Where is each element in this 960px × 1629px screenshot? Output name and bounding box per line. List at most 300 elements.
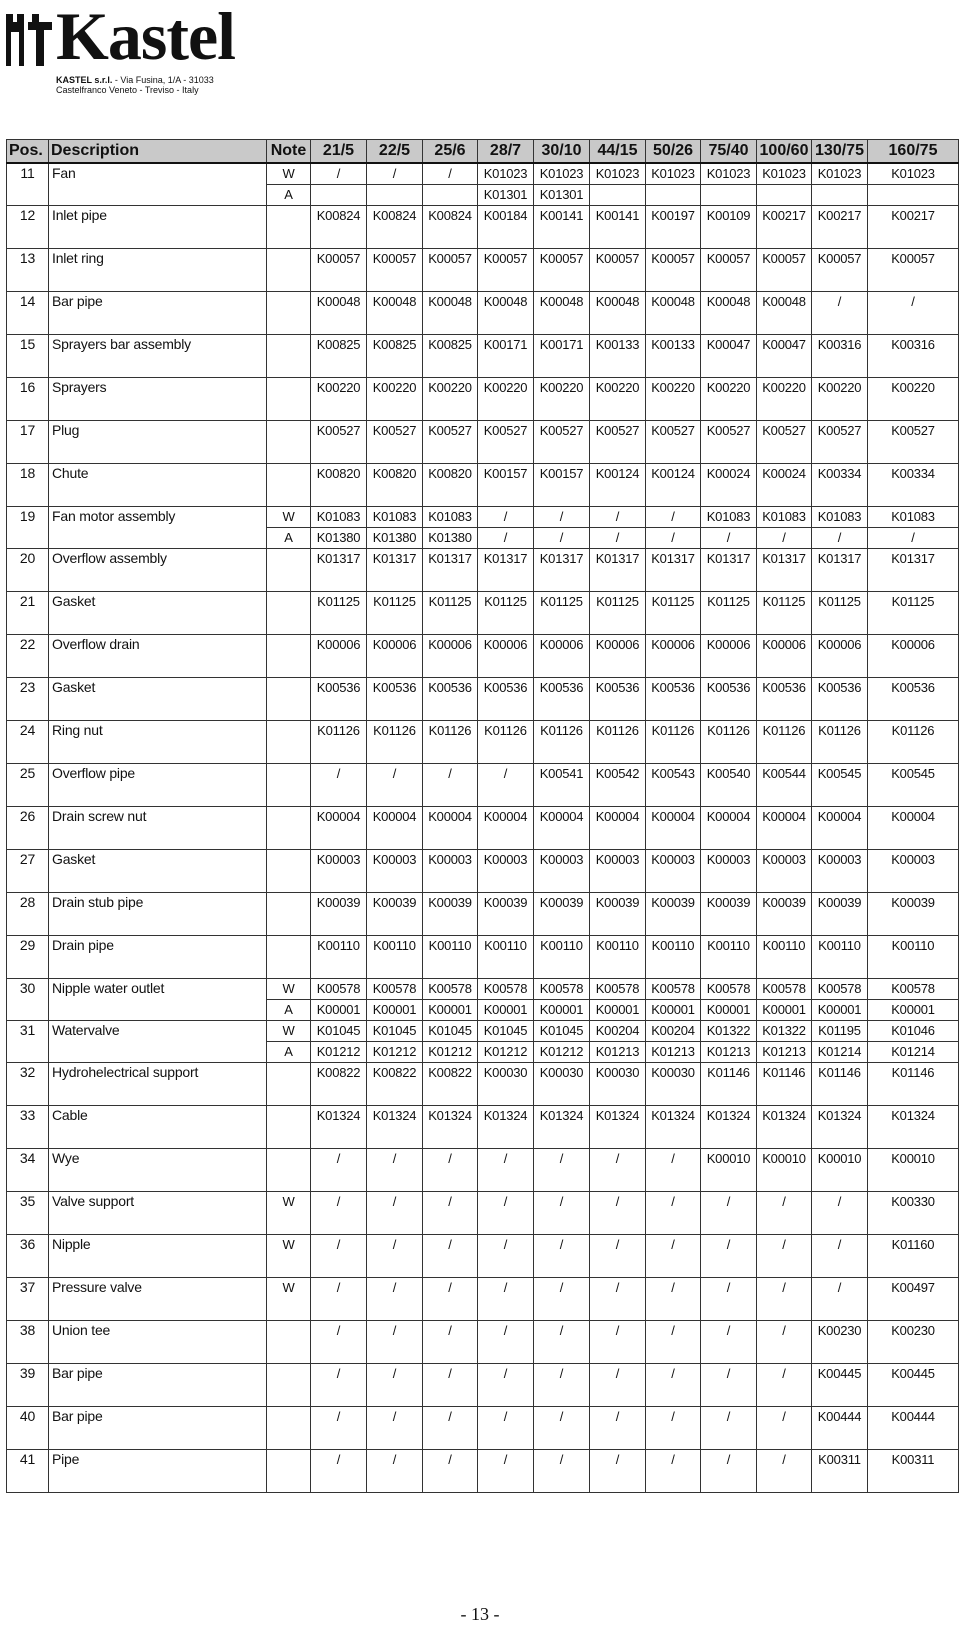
part-code-cell: K01126 bbox=[701, 721, 757, 764]
part-code-cell bbox=[646, 185, 701, 206]
part-code-cell: K01126 bbox=[868, 721, 959, 764]
part-code-cell: K00004 bbox=[812, 807, 868, 850]
table-row bbox=[7, 507, 959, 528]
part-code-cell: K00110 bbox=[590, 936, 646, 979]
table-row bbox=[7, 378, 959, 421]
part-code-cell: / bbox=[534, 1149, 590, 1192]
part-code-cell: K00536 bbox=[646, 678, 701, 721]
part-code-cell: K00316 bbox=[812, 335, 868, 378]
part-code-cell: K00057 bbox=[478, 249, 534, 292]
part-code-cell: / bbox=[757, 1321, 812, 1364]
note-cell bbox=[267, 764, 311, 807]
column-header: 25/6 bbox=[423, 140, 478, 164]
table-row bbox=[7, 1364, 959, 1407]
part-code-cell: / bbox=[646, 1149, 701, 1192]
part-code-cell: K01126 bbox=[590, 721, 646, 764]
position-cell: 32 bbox=[7, 1063, 49, 1106]
part-code-cell: K00141 bbox=[590, 206, 646, 249]
part-code-cell: K00820 bbox=[311, 464, 367, 507]
description-cell: Chute bbox=[49, 464, 267, 507]
part-code-cell: K00578 bbox=[478, 979, 534, 1000]
position-cell: 30 bbox=[7, 979, 49, 1021]
column-header: 130/75 bbox=[812, 140, 868, 164]
position-cell: 37 bbox=[7, 1278, 49, 1321]
position-cell: 27 bbox=[7, 850, 49, 893]
part-code-cell: K00444 bbox=[868, 1407, 959, 1450]
column-header: Description bbox=[49, 140, 267, 164]
part-code-cell: / bbox=[478, 1450, 534, 1493]
note-cell: W bbox=[267, 1192, 311, 1235]
description-cell: Fan bbox=[49, 163, 267, 206]
note-cell: W bbox=[267, 1235, 311, 1278]
part-code-cell: K00004 bbox=[478, 807, 534, 850]
part-code-cell: K01023 bbox=[812, 163, 868, 185]
part-code-cell: / bbox=[590, 1321, 646, 1364]
part-code-cell: / bbox=[423, 1149, 478, 1192]
position-cell: 23 bbox=[7, 678, 49, 721]
part-code-cell: / bbox=[812, 528, 868, 549]
description-cell: Overflow pipe bbox=[49, 764, 267, 807]
part-code-cell: K00030 bbox=[590, 1063, 646, 1106]
part-code-cell: K00004 bbox=[311, 807, 367, 850]
description-cell: Overflow drain bbox=[49, 635, 267, 678]
part-code-cell: K00004 bbox=[701, 807, 757, 850]
position-cell: 22 bbox=[7, 635, 49, 678]
part-code-cell: K00001 bbox=[812, 1000, 868, 1021]
part-code-cell: / bbox=[646, 1364, 701, 1407]
part-code-cell: K00124 bbox=[646, 464, 701, 507]
part-code-cell: K00220 bbox=[367, 378, 423, 421]
column-header: 50/26 bbox=[646, 140, 701, 164]
part-code-cell: / bbox=[646, 1278, 701, 1321]
description-cell: Fan motor assembly bbox=[49, 507, 267, 549]
position-cell: 29 bbox=[7, 936, 49, 979]
part-code-cell: K00445 bbox=[812, 1364, 868, 1407]
part-code-cell: K01301 bbox=[478, 185, 534, 206]
part-code-cell: K01083 bbox=[701, 507, 757, 528]
table-row bbox=[7, 850, 959, 893]
part-code-cell: K00039 bbox=[646, 893, 701, 936]
column-header: 44/15 bbox=[590, 140, 646, 164]
part-code-cell: K01126 bbox=[646, 721, 701, 764]
part-code-cell: K00220 bbox=[423, 378, 478, 421]
part-code-cell: K00825 bbox=[423, 335, 478, 378]
position-cell: 20 bbox=[7, 549, 49, 592]
part-code-cell: K00006 bbox=[478, 635, 534, 678]
part-code-cell: / bbox=[590, 1192, 646, 1235]
part-code-cell: K00003 bbox=[478, 850, 534, 893]
part-code-cell: K00578 bbox=[367, 979, 423, 1000]
part-code-cell: K01324 bbox=[534, 1106, 590, 1149]
part-code-cell: K01023 bbox=[590, 163, 646, 185]
position-cell: 28 bbox=[7, 893, 49, 936]
part-code-cell: K01046 bbox=[868, 1021, 959, 1042]
part-code-cell: K00578 bbox=[590, 979, 646, 1000]
position-cell: 16 bbox=[7, 378, 49, 421]
part-code-cell: / bbox=[590, 1278, 646, 1321]
part-code-cell bbox=[868, 185, 959, 206]
note-cell: W bbox=[267, 979, 311, 1000]
part-code-cell: K01126 bbox=[757, 721, 812, 764]
part-code-cell: / bbox=[757, 1278, 812, 1321]
position-cell: 18 bbox=[7, 464, 49, 507]
description-cell: Nipple bbox=[49, 1235, 267, 1278]
table-row bbox=[7, 421, 959, 464]
table-row bbox=[7, 1407, 959, 1450]
part-code-cell: K00001 bbox=[423, 1000, 478, 1021]
part-code-cell: / bbox=[534, 1364, 590, 1407]
note-cell bbox=[267, 678, 311, 721]
column-header: 22/5 bbox=[367, 140, 423, 164]
part-code-cell: K00010 bbox=[757, 1149, 812, 1192]
part-code-cell: K01324 bbox=[311, 1106, 367, 1149]
note-cell: W bbox=[267, 507, 311, 528]
part-code-cell: / bbox=[757, 1450, 812, 1493]
part-code-cell: K01324 bbox=[590, 1106, 646, 1149]
part-code-cell: / bbox=[367, 1407, 423, 1450]
part-code-cell: K01023 bbox=[646, 163, 701, 185]
part-code-cell: / bbox=[701, 1192, 757, 1235]
part-code-cell: / bbox=[534, 1278, 590, 1321]
note-cell bbox=[267, 721, 311, 764]
part-code-cell: K00001 bbox=[311, 1000, 367, 1021]
part-code-cell: / bbox=[311, 1192, 367, 1235]
part-code-cell: K00003 bbox=[812, 850, 868, 893]
part-code-cell: / bbox=[367, 764, 423, 807]
table-row bbox=[7, 249, 959, 292]
part-code-cell: / bbox=[478, 528, 534, 549]
part-code-cell: / bbox=[311, 1364, 367, 1407]
part-code-cell: K00048 bbox=[590, 292, 646, 335]
part-code-cell: K00030 bbox=[534, 1063, 590, 1106]
part-code-cell: K00527 bbox=[646, 421, 701, 464]
part-code-cell: K00444 bbox=[812, 1407, 868, 1450]
table-row bbox=[7, 979, 959, 1000]
note-cell: A bbox=[267, 1042, 311, 1063]
part-code-cell: K00004 bbox=[757, 807, 812, 850]
table-row bbox=[7, 1278, 959, 1321]
part-code-cell: K01317 bbox=[868, 549, 959, 592]
description-cell: Gasket bbox=[49, 592, 267, 635]
part-code-cell: K01212 bbox=[478, 1042, 534, 1063]
part-code-cell: K00220 bbox=[646, 378, 701, 421]
part-code-cell: K00010 bbox=[868, 1149, 959, 1192]
part-code-cell: K01213 bbox=[646, 1042, 701, 1063]
part-code-cell: K00039 bbox=[534, 893, 590, 936]
part-code-cell: K01023 bbox=[701, 163, 757, 185]
note-cell bbox=[267, 335, 311, 378]
part-code-cell: K01023 bbox=[757, 163, 812, 185]
part-code-cell: K00001 bbox=[646, 1000, 701, 1021]
part-code-cell: K00057 bbox=[812, 249, 868, 292]
part-code-cell: K00024 bbox=[757, 464, 812, 507]
part-code-cell: K00006 bbox=[311, 635, 367, 678]
part-code-cell: K00220 bbox=[478, 378, 534, 421]
part-code-cell: K00048 bbox=[311, 292, 367, 335]
part-code-cell: K00141 bbox=[534, 206, 590, 249]
part-code-cell: K00003 bbox=[757, 850, 812, 893]
part-code-cell: K00230 bbox=[812, 1321, 868, 1364]
note-cell: A bbox=[267, 1000, 311, 1021]
note-cell bbox=[267, 1321, 311, 1364]
part-code-cell: K00824 bbox=[311, 206, 367, 249]
part-code-cell: K00578 bbox=[757, 979, 812, 1000]
part-code-cell: K00220 bbox=[590, 378, 646, 421]
description-cell: Bar pipe bbox=[49, 1407, 267, 1450]
part-code-cell: / bbox=[534, 1235, 590, 1278]
part-code-cell bbox=[757, 185, 812, 206]
part-code-cell: / bbox=[423, 1321, 478, 1364]
part-code-cell: K00822 bbox=[367, 1063, 423, 1106]
table-row bbox=[7, 292, 959, 335]
part-code-cell: K01045 bbox=[423, 1021, 478, 1042]
table-row bbox=[7, 1321, 959, 1364]
table-row bbox=[7, 1106, 959, 1149]
part-code-cell: K01083 bbox=[367, 507, 423, 528]
part-code-cell: K00497 bbox=[868, 1278, 959, 1321]
part-code-cell: K00527 bbox=[590, 421, 646, 464]
part-code-cell: K00004 bbox=[646, 807, 701, 850]
part-code-cell: K00544 bbox=[757, 764, 812, 807]
part-code-cell: / bbox=[812, 292, 868, 335]
part-code-cell: / bbox=[367, 1278, 423, 1321]
part-code-cell: K00536 bbox=[311, 678, 367, 721]
part-code-cell: K00527 bbox=[311, 421, 367, 464]
part-code-cell: / bbox=[701, 1278, 757, 1321]
part-code-cell: K00003 bbox=[646, 850, 701, 893]
part-code-cell: / bbox=[701, 1450, 757, 1493]
part-code-cell: K00057 bbox=[868, 249, 959, 292]
table-row bbox=[7, 464, 959, 507]
part-code-cell: K01317 bbox=[534, 549, 590, 592]
note-cell bbox=[267, 807, 311, 850]
part-code-cell: K00006 bbox=[534, 635, 590, 678]
note-cell bbox=[267, 1450, 311, 1493]
part-code-cell: K00230 bbox=[868, 1321, 959, 1364]
part-code-cell: K01317 bbox=[812, 549, 868, 592]
part-code-cell: K00527 bbox=[367, 421, 423, 464]
part-code-cell: K00311 bbox=[868, 1450, 959, 1493]
table-row bbox=[7, 1063, 959, 1106]
description-cell: Sprayers bbox=[49, 378, 267, 421]
part-code-cell: / bbox=[646, 1450, 701, 1493]
part-code-cell: K00527 bbox=[812, 421, 868, 464]
part-code-cell: K00039 bbox=[478, 893, 534, 936]
part-code-cell: K01125 bbox=[534, 592, 590, 635]
part-code-cell: K01126 bbox=[534, 721, 590, 764]
part-code-cell: K00039 bbox=[757, 893, 812, 936]
part-code-cell: K00003 bbox=[311, 850, 367, 893]
position-cell: 35 bbox=[7, 1192, 49, 1235]
part-code-cell: K00217 bbox=[868, 206, 959, 249]
note-cell bbox=[267, 592, 311, 635]
company-address bbox=[56, 75, 214, 95]
part-code-cell: / bbox=[534, 507, 590, 528]
part-code-cell: K00157 bbox=[534, 464, 590, 507]
part-code-cell: K00157 bbox=[478, 464, 534, 507]
part-code-cell: K00133 bbox=[590, 335, 646, 378]
part-code-cell: / bbox=[646, 1235, 701, 1278]
part-code-cell: / bbox=[423, 1235, 478, 1278]
part-code-cell: K00171 bbox=[534, 335, 590, 378]
part-code-cell: K00010 bbox=[701, 1149, 757, 1192]
part-code-cell: / bbox=[478, 1149, 534, 1192]
part-code-cell: K00048 bbox=[423, 292, 478, 335]
part-code-cell: / bbox=[311, 1278, 367, 1321]
position-cell: 15 bbox=[7, 335, 49, 378]
part-code-cell: / bbox=[757, 1235, 812, 1278]
part-code-cell: / bbox=[868, 528, 959, 549]
part-code-cell: K00578 bbox=[868, 979, 959, 1000]
part-code-cell: K00527 bbox=[478, 421, 534, 464]
position-cell: 40 bbox=[7, 1407, 49, 1450]
part-code-cell: K00030 bbox=[478, 1063, 534, 1106]
position-cell: 31 bbox=[7, 1021, 49, 1063]
part-code-cell: K01083 bbox=[757, 507, 812, 528]
part-code-cell: K00048 bbox=[701, 292, 757, 335]
part-code-cell: / bbox=[367, 1149, 423, 1192]
table-row bbox=[7, 1021, 959, 1042]
part-code-cell: K00057 bbox=[367, 249, 423, 292]
part-code-cell: K00124 bbox=[590, 464, 646, 507]
part-code-cell: K00220 bbox=[757, 378, 812, 421]
part-code-cell: K00311 bbox=[812, 1450, 868, 1493]
position-cell: 34 bbox=[7, 1149, 49, 1192]
part-code-cell: K00006 bbox=[423, 635, 478, 678]
note-cell bbox=[267, 1106, 311, 1149]
position-cell: 14 bbox=[7, 292, 49, 335]
part-code-cell: K00110 bbox=[646, 936, 701, 979]
description-cell: Inlet pipe bbox=[49, 206, 267, 249]
part-code-cell: / bbox=[590, 1407, 646, 1450]
part-code-cell: K00039 bbox=[701, 893, 757, 936]
part-code-cell: K00057 bbox=[590, 249, 646, 292]
part-code-cell: K00825 bbox=[367, 335, 423, 378]
part-code-cell: K01324 bbox=[478, 1106, 534, 1149]
part-code-cell: K00057 bbox=[701, 249, 757, 292]
part-code-cell: K01125 bbox=[757, 592, 812, 635]
part-code-cell: K01146 bbox=[701, 1063, 757, 1106]
part-code-cell: K01045 bbox=[534, 1021, 590, 1042]
part-code-cell: / bbox=[757, 1364, 812, 1407]
part-code-cell: K00006 bbox=[868, 635, 959, 678]
part-code-cell: K01125 bbox=[646, 592, 701, 635]
part-code-cell: K00047 bbox=[757, 335, 812, 378]
part-code-cell: K00540 bbox=[701, 764, 757, 807]
part-code-cell: / bbox=[590, 1149, 646, 1192]
part-code-cell: / bbox=[701, 1321, 757, 1364]
part-code-cell: K00217 bbox=[757, 206, 812, 249]
part-code-cell: / bbox=[478, 507, 534, 528]
part-code-cell: K00578 bbox=[701, 979, 757, 1000]
part-code-cell: K00536 bbox=[590, 678, 646, 721]
part-code-cell: K00004 bbox=[590, 807, 646, 850]
table-row bbox=[7, 163, 959, 185]
part-code-cell: / bbox=[812, 1192, 868, 1235]
part-code-cell: K01214 bbox=[868, 1042, 959, 1063]
part-code-cell: K01195 bbox=[812, 1021, 868, 1042]
part-code-cell: K00004 bbox=[534, 807, 590, 850]
part-code-cell: K01126 bbox=[812, 721, 868, 764]
table-row bbox=[7, 635, 959, 678]
part-code-cell: K00578 bbox=[311, 979, 367, 1000]
part-code-cell: K00542 bbox=[590, 764, 646, 807]
position-cell: 24 bbox=[7, 721, 49, 764]
part-code-cell: K01126 bbox=[478, 721, 534, 764]
part-code-cell: K00110 bbox=[478, 936, 534, 979]
position-cell: 13 bbox=[7, 249, 49, 292]
part-code-cell: / bbox=[423, 1364, 478, 1407]
part-code-cell: / bbox=[423, 1407, 478, 1450]
part-code-cell: K00024 bbox=[701, 464, 757, 507]
table-header bbox=[7, 140, 959, 164]
part-code-cell: K01380 bbox=[367, 528, 423, 549]
position-cell: 26 bbox=[7, 807, 49, 850]
part-code-cell: K01317 bbox=[590, 549, 646, 592]
description-cell: Bar pipe bbox=[49, 1364, 267, 1407]
note-cell bbox=[267, 206, 311, 249]
part-code-cell: K01324 bbox=[367, 1106, 423, 1149]
part-code-cell: K01083 bbox=[423, 507, 478, 528]
part-code-cell: K01324 bbox=[868, 1106, 959, 1149]
part-code-cell: K00039 bbox=[868, 893, 959, 936]
part-code-cell: K00006 bbox=[646, 635, 701, 678]
table-row bbox=[7, 549, 959, 592]
description-cell: Pressure valve bbox=[49, 1278, 267, 1321]
part-code-cell: K00536 bbox=[868, 678, 959, 721]
part-code-cell: K01023 bbox=[478, 163, 534, 185]
part-code-cell: K00536 bbox=[701, 678, 757, 721]
part-code-cell: K00822 bbox=[423, 1063, 478, 1106]
part-code-cell: / bbox=[646, 528, 701, 549]
part-code-cell: / bbox=[534, 528, 590, 549]
part-code-cell: K01125 bbox=[701, 592, 757, 635]
part-code-cell: / bbox=[701, 1364, 757, 1407]
part-code-cell: K01380 bbox=[311, 528, 367, 549]
part-code-cell: K00824 bbox=[423, 206, 478, 249]
part-code-cell: K00003 bbox=[367, 850, 423, 893]
letterhead bbox=[6, 2, 246, 102]
part-code-cell: K01146 bbox=[757, 1063, 812, 1106]
part-code-cell: K00536 bbox=[478, 678, 534, 721]
description-cell: Sprayers bar assembly bbox=[49, 335, 267, 378]
position-cell: 25 bbox=[7, 764, 49, 807]
part-code-cell: / bbox=[646, 1192, 701, 1235]
column-header: 100/60 bbox=[757, 140, 812, 164]
part-code-cell: / bbox=[367, 1192, 423, 1235]
part-code-cell: K01125 bbox=[868, 592, 959, 635]
table-row bbox=[7, 807, 959, 850]
part-code-cell: / bbox=[590, 1450, 646, 1493]
part-code-cell: K00330 bbox=[868, 1192, 959, 1235]
part-code-cell: K01324 bbox=[701, 1106, 757, 1149]
part-code-cell: K00003 bbox=[423, 850, 478, 893]
part-code-cell: K01317 bbox=[367, 549, 423, 592]
part-code-cell: K00204 bbox=[646, 1021, 701, 1042]
part-code-cell: / bbox=[757, 1192, 812, 1235]
part-code-cell: K00820 bbox=[367, 464, 423, 507]
part-code-cell: K00001 bbox=[367, 1000, 423, 1021]
note-cell: W bbox=[267, 1278, 311, 1321]
address-line-2: Castelfranco Veneto - Treviso - Italy bbox=[56, 85, 199, 95]
part-code-cell: K00220 bbox=[812, 378, 868, 421]
description-cell: Drain screw nut bbox=[49, 807, 267, 850]
part-code-cell: K00039 bbox=[812, 893, 868, 936]
part-code-cell: K00578 bbox=[812, 979, 868, 1000]
page-number: - 13 - bbox=[460, 1604, 500, 1624]
part-code-cell: K00030 bbox=[646, 1063, 701, 1106]
part-code-cell: / bbox=[757, 1407, 812, 1450]
